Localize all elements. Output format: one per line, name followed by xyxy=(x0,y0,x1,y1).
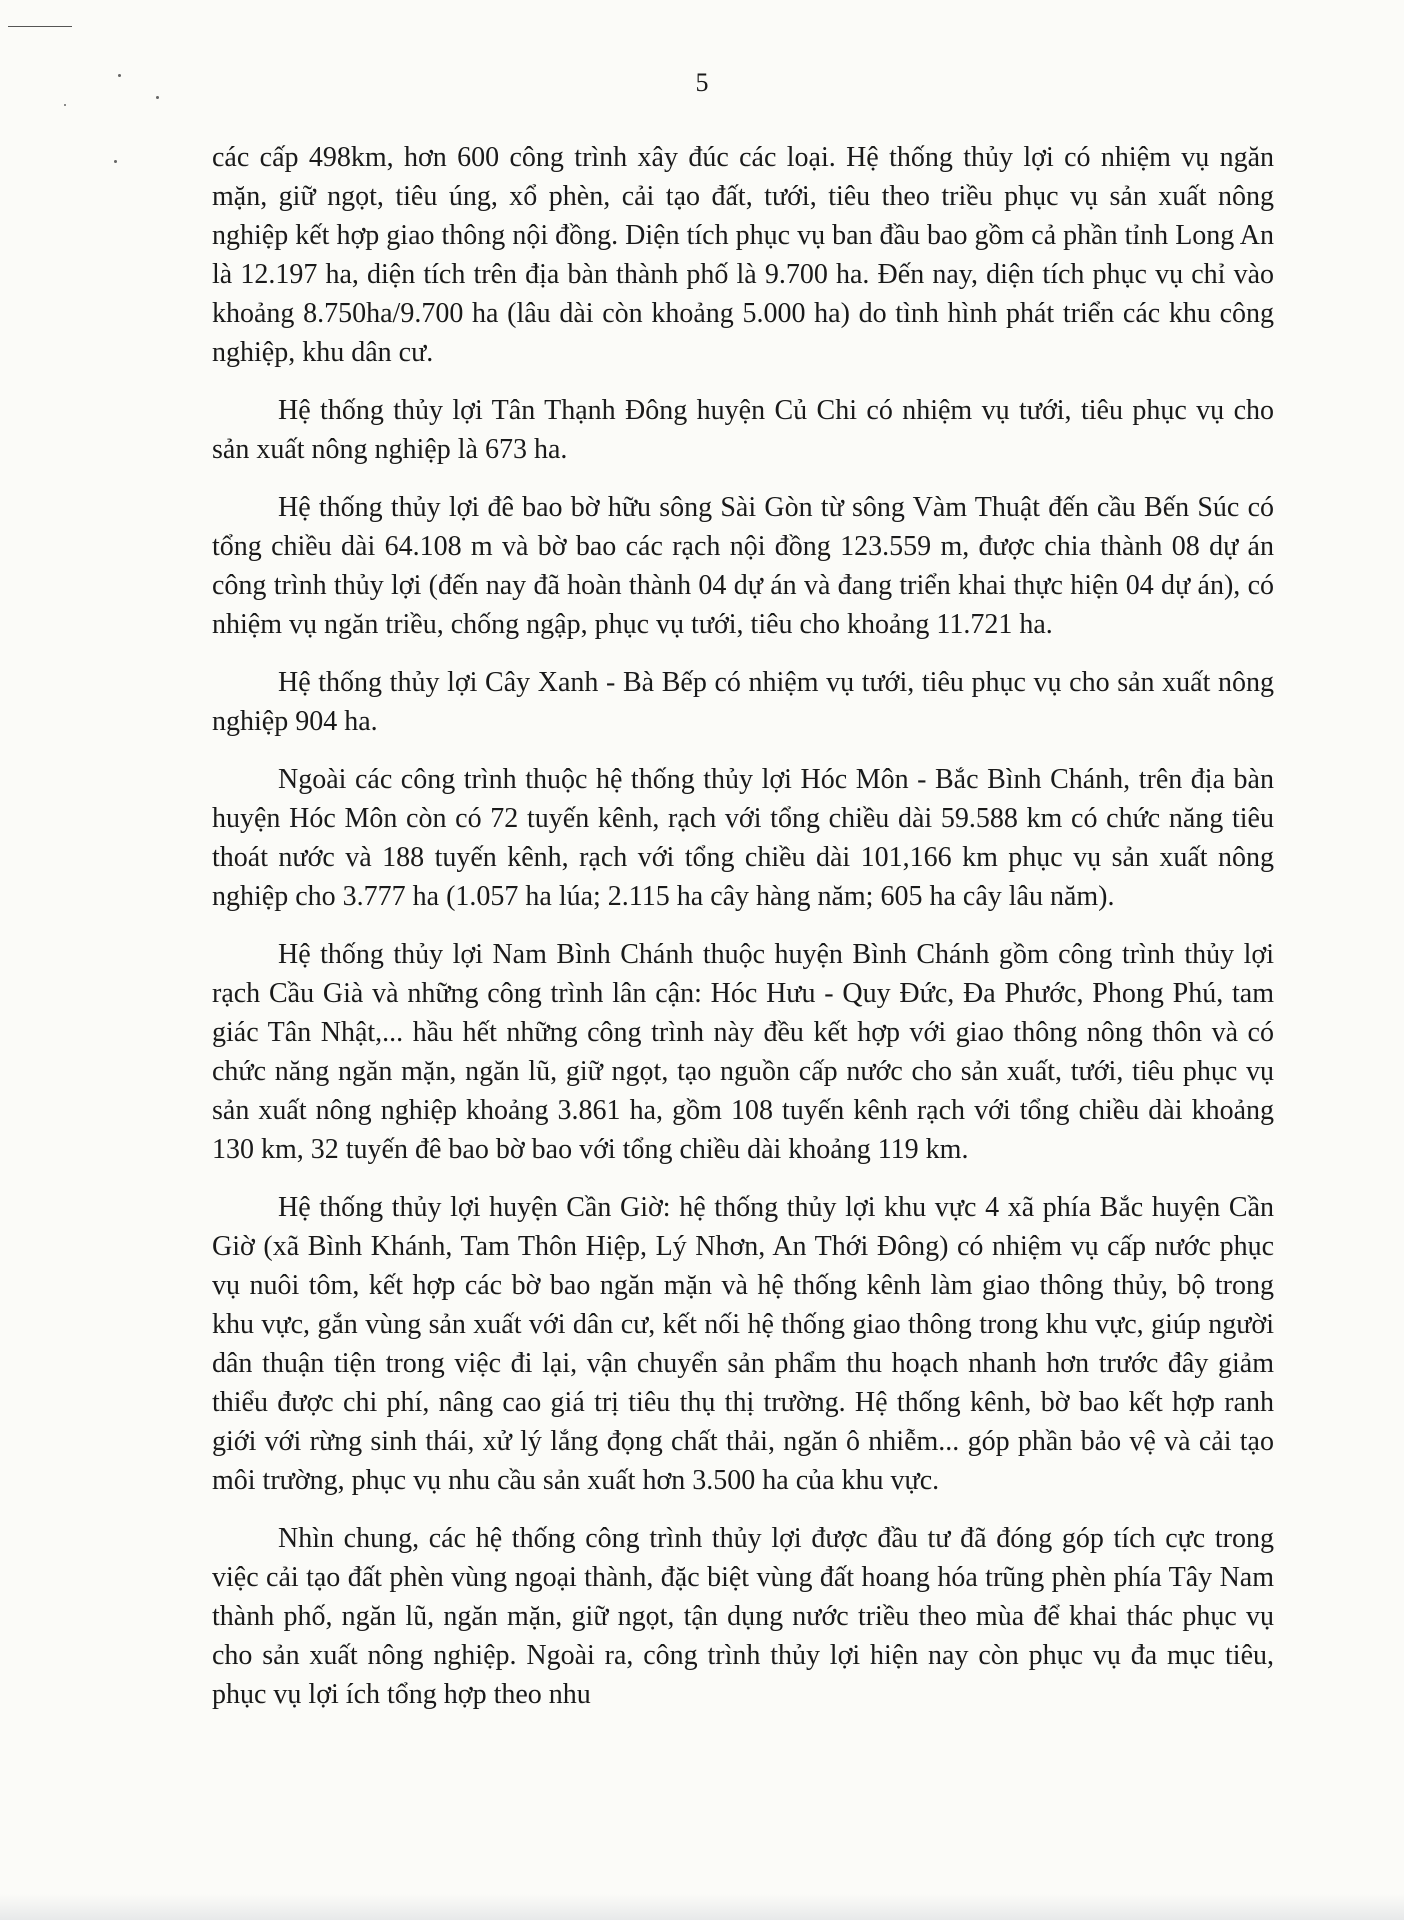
scan-bottom-edge xyxy=(0,1894,1404,1920)
paragraph-saigon-dike: Hệ thống thủy lợi đê bao bờ hữu sông Sài Gòn từ sông Vàm Thuật đến cầu Bến Súc có tổng chiều dài 64.108 m và bờ bao các rạch nội đồng 123.559 m, được chia thành 08 dự án công trình thủy lợi (đến nay đã hoàn thành 04 dự án và đang triển khai thực hiện 04 dự án), có nhiệm vụ ngăn triều, chống ngập, phục vụ tưới, tiêu cho khoảng 11.721 ha. xyxy=(212,492,1274,640)
paragraph-continued: các cấp 498km, hơn 600 công trình xây đúc các loại. Hệ thống thủy lợi có nhiệm vụ ngăn mặn, giữ ngọt, tiêu úng, xổ phèn, cải tạo đất, tưới, tiêu theo triều phục vụ sản xuất nông nghiệp kết hợp giao thông nội đồng. Diện tích phục vụ ban đầu bao gồm cả phần tỉnh Long An là 12.197 ha, diện tích trên địa bàn thành phố là 9.700 ha. Đến nay, diện tích phục vụ chỉ vào khoảng 8.750ha/9.700 ha (lâu dài còn khoảng 5.000 ha) do tình hình phát triển các khu công nghiệp, khu dân cư. xyxy=(212,142,1274,368)
page-number: 5 xyxy=(695,68,709,97)
paragraph-tan-thanh-dong: Hệ thống thủy lợi Tân Thạnh Đông huyện Củ Chi có nhiệm vụ tưới, tiêu phục vụ cho sản xuất nông nghiệp là 673 ha. xyxy=(212,395,1274,465)
scan-edge-line xyxy=(8,26,72,27)
scan-speck xyxy=(114,160,117,163)
paragraph-summary: Nhìn chung, các hệ thống công trình thủy lợi được đầu tư đã đóng góp tích cực trong việc cải tạo đất phèn vùng ngoại thành, đặc biệt vùng đất hoang hóa trũng phèn phía Tây Nam thành phố, ngăn lũ, ngăn mặn, giữ ngọt, tận dụng nước triều theo mùa để khai thác phục vụ cho sản xuất nông nghiệp. Ngoài ra, công trình thủy lợi hiện nay còn phục vụ đa mục tiêu, phục vụ lợi ích tổng hợp theo nhu xyxy=(212,1523,1274,1710)
paragraph-can-gio: Hệ thống thủy lợi huyện Cần Giờ: hệ thống thủy lợi khu vực 4 xã phía Bắc huyện Cần Giờ (xã Bình Khánh, Tam Thôn Hiệp, Lý Nhơn, An Thới Đông) có nhiệm vụ cấp nước phục vụ nuôi tôm, kết hợp các bờ bao ngăn mặn và hệ thống kênh làm giao thông thủy, bộ trong khu vực, gắn vùng sản xuất với dân cư, kết nối hệ thống giao thông trong khu vực, giúp người dân thuận tiện trong việc đi lại, vận chuyển sản phẩm thu hoạch nhanh hơn trước đây giảm thiểu được chi phí, nâng cao giá trị tiêu thụ thị trường. Hệ thống kênh, bờ bao kết hợp ranh giới với rừng sinh thái, xử lý lắng đọng chất thải, ngăn ô nhiễm... góp phần bảo vệ và cải tạo môi trường, phục vụ nhu cầu sản xuất hơn 3.500 ha của khu vực. xyxy=(212,1192,1274,1496)
paragraph-hoc-mon: Ngoài các công trình thuộc hệ thống thủy lợi Hóc Môn - Bắc Bình Chánh, trên địa bàn huyện Hóc Môn còn có 72 tuyến kênh, rạch với tổng chiều dài 59.588 km có chức năng tiêu thoát nước và 188 tuyến kênh, rạch với tổng chiều dài 101,166 km phục vụ sản xuất nông nghiệp cho 3.777 ha (1.057 ha lúa; 2.115 ha cây hàng năm; 605 ha cây lâu năm). xyxy=(212,764,1274,912)
paragraph-cay-xanh-ba-bep: Hệ thống thủy lợi Cây Xanh - Bà Bếp có nhiệm vụ tưới, tiêu phục vụ cho sản xuất nông nghiệp 904 ha. xyxy=(212,667,1274,737)
scan-speck xyxy=(64,104,66,106)
document-body xyxy=(212,138,1274,1714)
paragraph-nam-binh-chanh: Hệ thống thủy lợi Nam Bình Chánh thuộc huyện Bình Chánh gồm công trình thủy lợi rạch Cầu Già và những công trình lân cận: Hóc Hưu - Quy Đức, Đa Phước, Phong Phú, tam giác Tân Nhật,... hầu hết những công trình này đều kết hợp với giao thông nông thôn và có chức năng ngăn mặn, ngăn lũ, giữ ngọt, tạo nguồn cấp nước cho sản xuất, tưới, tiêu phục vụ sản xuất nông nghiệp khoảng 3.861 ha, gồm 108 tuyến kênh rạch với tổng chiều dài khoảng 130 km, 32 tuyến đê bao bờ bao với tổng chiều dài khoảng 119 km. xyxy=(212,939,1274,1165)
